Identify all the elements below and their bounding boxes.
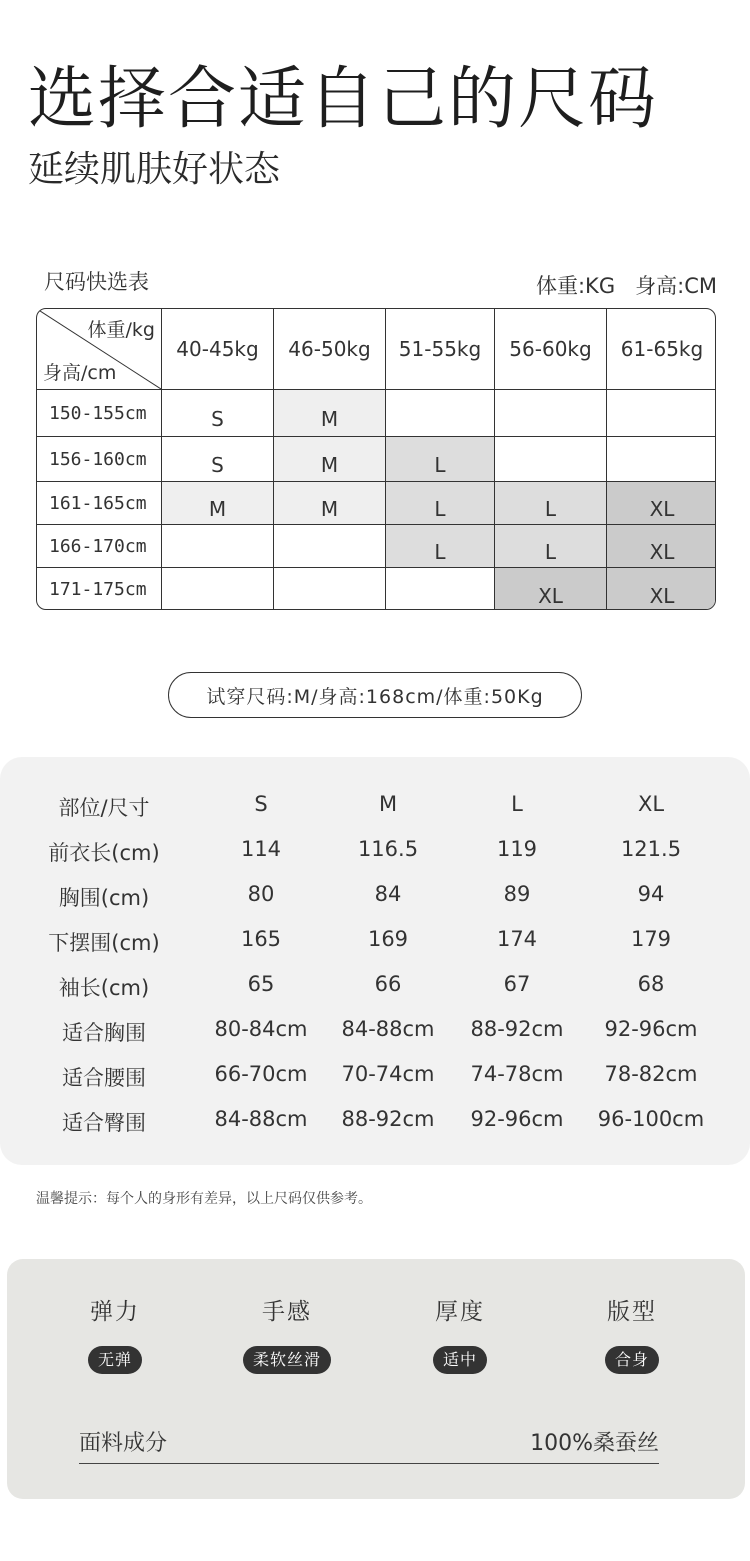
measurement-label: 袖长(cm) [58, 976, 150, 1000]
measurement-value: 80-84cm [214, 1017, 308, 1041]
size-cell [386, 568, 495, 610]
fabric-attribute-badge: 柔软丝滑 [243, 1346, 331, 1374]
size-cell [162, 525, 274, 568]
size-cell [274, 568, 386, 610]
measurement-label: 适合臀围 [62, 1111, 146, 1135]
size-cell: L [495, 482, 607, 525]
measurement-row [0, 927, 750, 963]
fabric-attribute-badge: 适中 [433, 1346, 487, 1374]
measurement-value: 68 [637, 972, 665, 996]
composition-value: 100%桑蚕丝 [530, 1431, 659, 1456]
measurement-row [0, 837, 750, 873]
size-cell: XL [607, 525, 716, 568]
measurement-value: 88-92cm [341, 1107, 435, 1131]
size-tip: 温馨提示：每个人的身形有差异，以上尺码仅供参考。 [36, 1191, 372, 1207]
height-row-header: 166-170cm [37, 525, 162, 568]
size-cell [386, 390, 495, 437]
height-row-header: 161-165cm [37, 482, 162, 525]
measurement-value: 119 [496, 837, 538, 861]
page-title: 选择合适自己的尺码 [28, 60, 659, 139]
size-cell: S [162, 437, 274, 482]
measurement-value: S [254, 792, 268, 816]
height-row-header: 171-175cm [37, 568, 162, 610]
size-cell: L [386, 437, 495, 482]
height-row-header: 156-160cm [37, 437, 162, 482]
measurement-value: 165 [240, 927, 282, 951]
measurement-value: 78-82cm [604, 1062, 698, 1086]
measurement-row [0, 1017, 750, 1053]
model-fit-text: 试穿尺码:M/身高:168cm/体重:50Kg [206, 685, 544, 708]
fabric-attribute-name: 厚度 [435, 1299, 485, 1325]
fabric-attribute-badge: 无弹 [88, 1346, 142, 1374]
size-quick-table [36, 308, 716, 610]
size-cell [162, 568, 274, 610]
weight-header: 51-55kg [386, 309, 495, 390]
measurement-value: 84 [374, 882, 402, 906]
measurement-value: 84-88cm [341, 1017, 435, 1041]
measurement-value: 92-96cm [604, 1017, 698, 1041]
size-cell: M [274, 482, 386, 525]
table-corner-cell [37, 309, 162, 390]
measurement-row [0, 1062, 750, 1098]
size-cell [607, 437, 716, 482]
height-row-header: 150-155cm [37, 390, 162, 437]
size-cell: M [274, 437, 386, 482]
size-cell: XL [495, 568, 607, 610]
measurement-label: 适合胸围 [62, 1021, 146, 1045]
composition-row [79, 1426, 659, 1464]
measurement-value: 88-92cm [470, 1017, 564, 1041]
size-cell: M [162, 482, 274, 525]
weight-header: 56-60kg [495, 309, 607, 390]
measurement-value: 169 [367, 927, 409, 951]
size-cell [495, 390, 607, 437]
size-cell: S [162, 390, 274, 437]
measurement-value: L [511, 792, 523, 816]
weight-header: 61-65kg [607, 309, 716, 390]
measurement-value: M [378, 792, 398, 816]
measurement-value: 66-70cm [214, 1062, 308, 1086]
fabric-attribute-name: 手感 [262, 1299, 312, 1325]
size-cell: M [274, 390, 386, 437]
measurement-value: 65 [247, 972, 275, 996]
weight-header: 46-50kg [274, 309, 386, 390]
measurement-value: XL [637, 792, 665, 816]
measurement-value: 92-96cm [470, 1107, 564, 1131]
size-cell: XL [607, 568, 716, 610]
measurement-value: 116.5 [357, 837, 419, 861]
fabric-attribute [380, 1293, 540, 1374]
measurement-value: 179 [630, 927, 672, 951]
size-cell: XL [607, 482, 716, 525]
size-cell [607, 390, 716, 437]
measurement-row [0, 972, 750, 1008]
composition-label: 面料成分 [79, 1431, 168, 1456]
measurement-value: 89 [503, 882, 531, 906]
measurement-value: 84-88cm [214, 1107, 308, 1131]
measurement-row [0, 882, 750, 918]
measurement-value: 114 [240, 837, 282, 861]
weight-header: 40-45kg [162, 309, 274, 390]
measurement-value: 67 [503, 972, 531, 996]
measurement-value: 94 [637, 882, 665, 906]
size-cell [274, 525, 386, 568]
measurement-value: 66 [374, 972, 402, 996]
unit-label: 体重:KG 身高:CM [535, 274, 717, 298]
fabric-attribute-name: 弹力 [90, 1299, 140, 1325]
size-cell: L [495, 525, 607, 568]
quick-table-label: 尺码快选表 [44, 270, 149, 294]
corner-height-label: 身高/cm [43, 362, 117, 384]
measurement-value: 70-74cm [341, 1062, 435, 1086]
measurement-value: 174 [496, 927, 538, 951]
measurement-label: 胸围(cm) [58, 886, 150, 910]
measurement-header-row [0, 792, 750, 828]
measurement-label: 下摆围(cm) [48, 931, 160, 955]
measurement-value: 96-100cm [597, 1107, 705, 1131]
measurement-value: 80 [247, 882, 275, 906]
model-fit-info [168, 672, 582, 718]
page-subtitle: 延续肌肤好状态 [28, 149, 281, 190]
measurement-row [0, 1107, 750, 1143]
measurement-value: 74-78cm [470, 1062, 564, 1086]
fabric-attribute [35, 1293, 195, 1374]
measurement-value: 121.5 [620, 837, 682, 861]
size-cell: L [386, 525, 495, 568]
corner-weight-label: 体重/kg [87, 319, 155, 341]
fabric-attribute [207, 1293, 367, 1374]
size-cell [495, 437, 607, 482]
measurement-label: 前衣长(cm) [48, 841, 160, 865]
measurement-label: 部位/尺寸 [58, 796, 150, 820]
size-cell: L [386, 482, 495, 525]
measurement-label: 适合腰围 [62, 1066, 146, 1090]
fabric-attribute-name: 版型 [607, 1299, 657, 1325]
fabric-attribute-badge: 合身 [605, 1346, 659, 1374]
fabric-attribute [552, 1293, 712, 1374]
